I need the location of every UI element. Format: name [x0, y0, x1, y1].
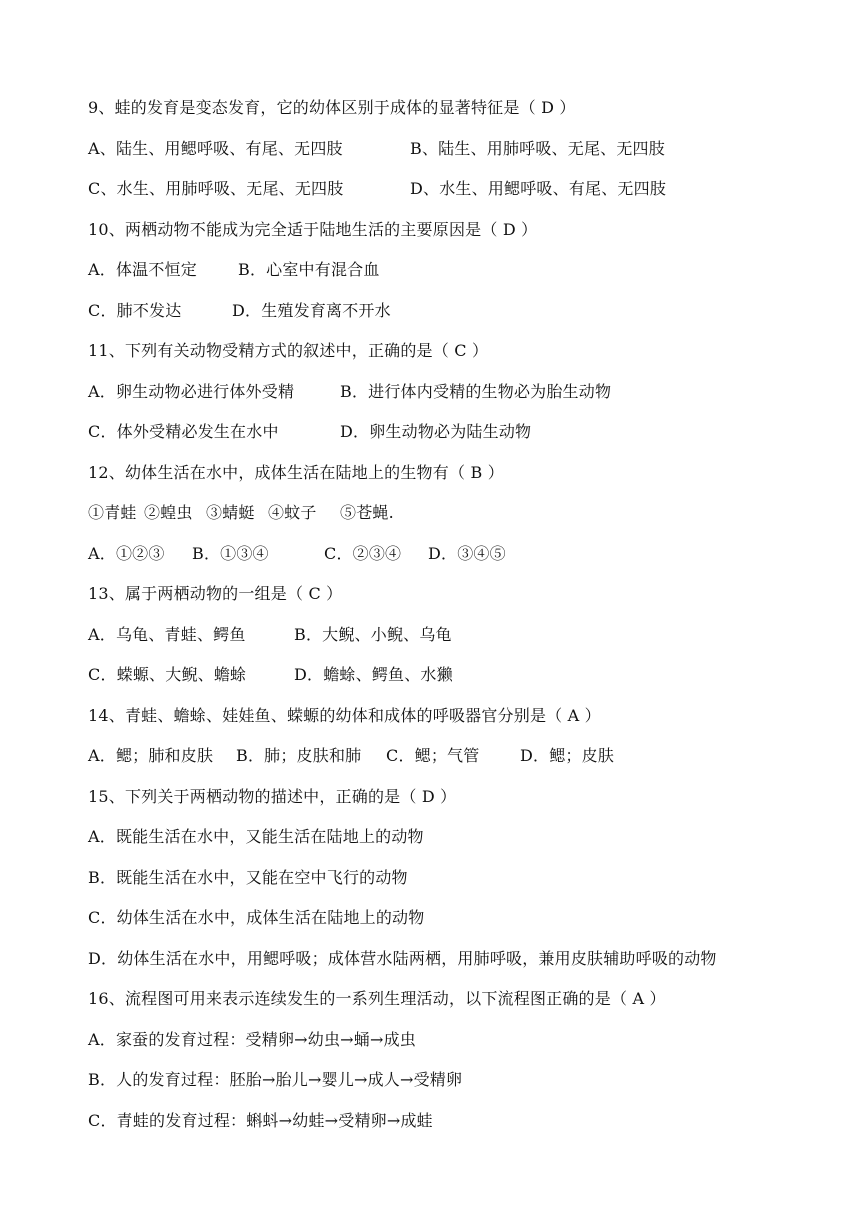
- option-a: A．卵生动物必进行体外受精: [88, 381, 295, 401]
- document-body: [88, 88, 848, 1141]
- option-c: C．鳃；气管: [386, 746, 480, 765]
- question-10-options-ab: [88, 250, 848, 291]
- question-16-option-b: B．人的发育过程：胚胎→胎儿→婴儿→成人→受精卵: [88, 1070, 463, 1089]
- option-a: A．体温不恒定: [88, 260, 197, 279]
- organism-3: ③蜻蜓: [206, 503, 255, 522]
- option-b: B、陆生、用肺呼吸、无尾、无四肢: [410, 138, 665, 158]
- question-13-options-cd: [88, 655, 848, 696]
- question-11-stem: 11、下列有关动物受精方式的叙述中，正确的是（ C ）: [88, 341, 489, 360]
- question-16-option-c: C．青蛙的发育过程：蝌蚪→幼蛙→受精卵→成蛙: [88, 1110, 433, 1130]
- organism-4: ④蚊子: [268, 503, 317, 522]
- question-13-stem: 13、属于两栖动物的一组是（ C ）: [88, 584, 343, 603]
- option-c: C．体外受精必发生在水中: [88, 422, 279, 441]
- question-12-stem: 12、幼体生活在水中，成体生活在陆地上的生物有（ B ）: [88, 462, 504, 482]
- option-d: D、水生、用鳃呼吸、有尾、无四肢: [410, 179, 667, 198]
- question-9-stem: 9、蛙的发育是变态发育，它的幼体区别于成体的显著特征是（ D ）: [88, 98, 576, 117]
- option-a: A．鳃；肺和皮肤: [88, 746, 214, 765]
- organism-1: ①青蛙: [88, 503, 137, 522]
- question-15-option-d: D．幼体生活在水中，用鳃呼吸；成体营水陆两栖，用肺呼吸，兼用皮肤辅助呼吸的动物: [88, 948, 717, 968]
- question-13-options-ab: [88, 615, 848, 656]
- option-a: A、陆生、用鳃呼吸、有尾、无四肢: [88, 138, 343, 158]
- question-10-stem: 10、两栖动物不能成为完全适于陆地生活的主要原因是（ D ）: [88, 219, 538, 239]
- question-15-option-b: B．既能生活在水中，又能在空中飞行的动物: [88, 867, 408, 887]
- option-b: B．心室中有混合血: [238, 260, 380, 279]
- option-d: D．卵生动物必为陆生动物: [340, 422, 532, 441]
- question-12-options: [88, 534, 848, 575]
- question-15-stem: 15、下列关于两栖动物的描述中，正确的是（ D ）: [88, 786, 457, 806]
- option-d: D．蟾蜍、鳄鱼、水獭: [294, 665, 453, 684]
- question-10-options-cd: [88, 291, 848, 332]
- option-b: B．肺；皮肤和肺: [236, 746, 362, 765]
- question-11-options-ab: [88, 372, 848, 413]
- question-16-stem: 16、流程图可用来表示连续发生的一系列生理活动，以下流程图正确的是（ A ）: [88, 989, 666, 1008]
- question-14-options: [88, 736, 848, 777]
- option-d: D．③④⑤: [428, 543, 506, 563]
- question-16-option-a: A．家蚕的发育过程：受精卵→幼虫→蛹→成虫: [88, 1029, 416, 1049]
- option-b: B．大鲵、小鲵、乌龟: [294, 624, 452, 644]
- question-12-organism-list: [88, 493, 848, 534]
- organism-5: ⑤苍蝇.: [340, 503, 394, 522]
- question-9-options-ab: [88, 129, 848, 170]
- organism-2: ②蝗虫: [144, 503, 193, 522]
- option-c: C、水生、用肺呼吸、无尾、无四肢: [88, 179, 344, 198]
- option-c: C．肺不发达: [88, 300, 182, 320]
- option-c: C．蝾螈、大鲵、蟾蜍: [88, 665, 247, 684]
- option-d: D．鳃；皮肤: [520, 746, 615, 765]
- question-14-stem: 14、青蛙、蟾蜍、娃娃鱼、蝾螈的幼体和成体的呼吸器官分别是（ A ）: [88, 705, 601, 725]
- option-c: C．②③④: [324, 543, 402, 563]
- option-a: A．①②③: [88, 543, 165, 563]
- option-a: A．乌龟、青蛙、鳄鱼: [88, 624, 246, 644]
- question-15-option-a: A．既能生活在水中，又能生活在陆地上的动物: [88, 827, 424, 846]
- option-d: D．生殖发育离不开水: [232, 300, 391, 320]
- question-15-option-c: C．幼体生活在水中，成体生活在陆地上的动物: [88, 908, 425, 927]
- option-b: B．①③④: [192, 543, 269, 563]
- option-b: B．进行体内受精的生物必为胎生动物: [340, 381, 612, 401]
- question-11-options-cd: [88, 412, 848, 453]
- question-9-options-cd: [88, 169, 848, 210]
